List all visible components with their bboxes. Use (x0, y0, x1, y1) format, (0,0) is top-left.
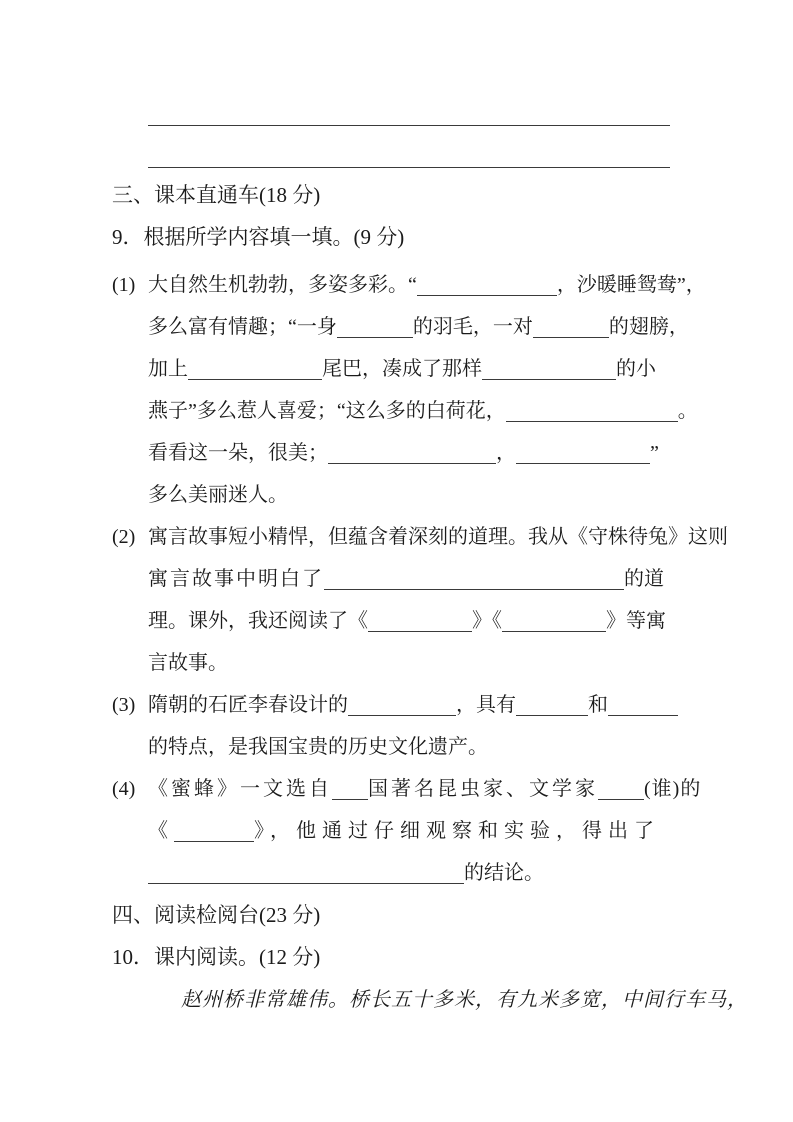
fill-in-blank-underline (324, 566, 624, 590)
item-3-line-1-content (148, 694, 678, 716)
text-run: 的结论。 (464, 862, 544, 884)
item-1-line-4 (148, 390, 793, 432)
item-2-line-3-content (148, 610, 666, 632)
text-run: 的羽毛，一对 (412, 316, 533, 338)
fill-in-blank-underline (506, 398, 678, 422)
text-run: 和 (588, 694, 608, 716)
fill-in-blank-underline (502, 608, 606, 632)
item-1-line-2 (148, 306, 793, 348)
reading-passage-first-line: 赵州桥非常雄伟。桥长五十多米，有九米多宽，中间行车马， (181, 987, 748, 1011)
item-1-line-6-content (148, 484, 288, 506)
fill-in-blank-underline (533, 314, 609, 338)
item-4-line-2 (148, 810, 793, 852)
text-run: 尾巴，凑成了那样 (322, 358, 482, 380)
text-run: 《 (148, 820, 174, 842)
text-run: 的小 (616, 358, 656, 380)
item-1-line-3 (148, 348, 793, 390)
text-run: (谁)的 (644, 778, 702, 800)
fill-in-blank-underline (417, 272, 557, 296)
question-10-stem: 10．课内阅读。(12 分) (112, 945, 321, 969)
question-9-stem: 9．根据所学内容填一填。(9 分) (112, 225, 405, 249)
fill-in-blank-underline (516, 692, 588, 716)
fill-in-blank-underline (328, 440, 496, 464)
fill-in-blank-underline (598, 776, 644, 800)
text-run: 寓言故事短小精悍，但蕴含着深刻的道理。我从《守株待兔》这则 (148, 526, 728, 548)
text-run: 多么富有情趣；“一身 (148, 316, 337, 338)
fill-in-blank-underline (608, 692, 678, 716)
item-1-line-1-content (148, 274, 706, 296)
item-3-line-2-content (148, 736, 488, 758)
answer-blank-line (148, 126, 670, 168)
text-run: 》，他通过仔细观察和实验，得出了 (254, 820, 660, 842)
item-2-line-2 (148, 558, 793, 600)
item-2-line-1 (112, 516, 793, 558)
item-3-line-2 (148, 726, 793, 768)
item-1-line-6 (148, 474, 793, 516)
item-1-line-4-content (148, 400, 698, 422)
text-run: 的道 (624, 568, 664, 590)
item-4-line-1 (112, 768, 793, 810)
text-run: 《蜜蜂》一文选自 (148, 778, 332, 800)
item-1-line-3-content (148, 358, 656, 380)
item-1-line-5 (148, 432, 793, 474)
text-run: ” (650, 442, 659, 464)
item-4-line-1-content (148, 778, 701, 800)
fill-in-blank-underline (368, 608, 472, 632)
fill-in-blank-underline (516, 440, 650, 464)
text-run: 》等寓 (606, 610, 666, 632)
text-run: 燕子”多么惹人喜爱；“这么多的白荷花， (148, 400, 506, 422)
section-three-heading: 三、课本直通车(18 分) (112, 183, 321, 207)
fill-in-blank-underline (188, 356, 322, 380)
item-2-line-4-content (148, 652, 228, 674)
fill-in-blank-underline (148, 860, 464, 884)
fill-in-blank-underline (348, 692, 456, 716)
item-3-marker: (3) (112, 694, 136, 716)
answer-blank-line (148, 84, 670, 126)
text-run: 多么美丽迷人。 (148, 484, 288, 506)
item-2-line-4 (148, 642, 793, 684)
item-1-line-5-content (148, 442, 659, 464)
item-1-line-1 (112, 264, 793, 306)
text-run: ，具有 (456, 694, 516, 716)
fill-in-blank-underline (337, 314, 413, 338)
section-four-heading: 四、阅读检阅台(23 分) (112, 903, 321, 927)
text-run: 的翅膀， (608, 316, 689, 338)
item-4-marker: (4) (112, 778, 136, 800)
item-3-line-1 (112, 684, 793, 726)
text-run: 言故事。 (148, 652, 228, 674)
text-run: 的特点，是我国宝贵的历史文化遗产。 (148, 736, 488, 758)
text-run: 理。课外，我还阅读了《 (148, 610, 368, 632)
text-run: 隋朝的石匠李春设计的 (148, 694, 348, 716)
item-2-line-1-content (148, 526, 728, 548)
item-2-line-3 (148, 600, 793, 642)
item-1-marker: (1) (112, 274, 136, 296)
text-run: 国著名昆虫家、文学家 (368, 778, 598, 800)
text-run: 》《 (472, 610, 502, 632)
text-run: 寓言故事中明白了 (148, 568, 324, 590)
fill-in-blank-underline (332, 776, 368, 800)
fill-in-blank-underline (174, 818, 254, 842)
fill-in-blank-underline (482, 356, 616, 380)
item-2-line-2-content (148, 568, 664, 590)
text-run: 看看这一朵，很美； (148, 442, 328, 464)
text-run: 加上 (148, 358, 188, 380)
item-4-line-2-content (148, 820, 660, 842)
item-4-line-3 (148, 852, 793, 894)
text-run: ，沙暖睡鸳鸯”， (556, 274, 706, 296)
item-1-line-2-content (148, 316, 689, 338)
item-2-marker: (2) (112, 526, 136, 548)
item-4-line-3-content (148, 862, 544, 884)
text-run: 。 (677, 400, 698, 422)
text-run: 大自然生机勃勃，多姿多彩。“ (148, 274, 417, 296)
text-run: ， (496, 442, 516, 464)
